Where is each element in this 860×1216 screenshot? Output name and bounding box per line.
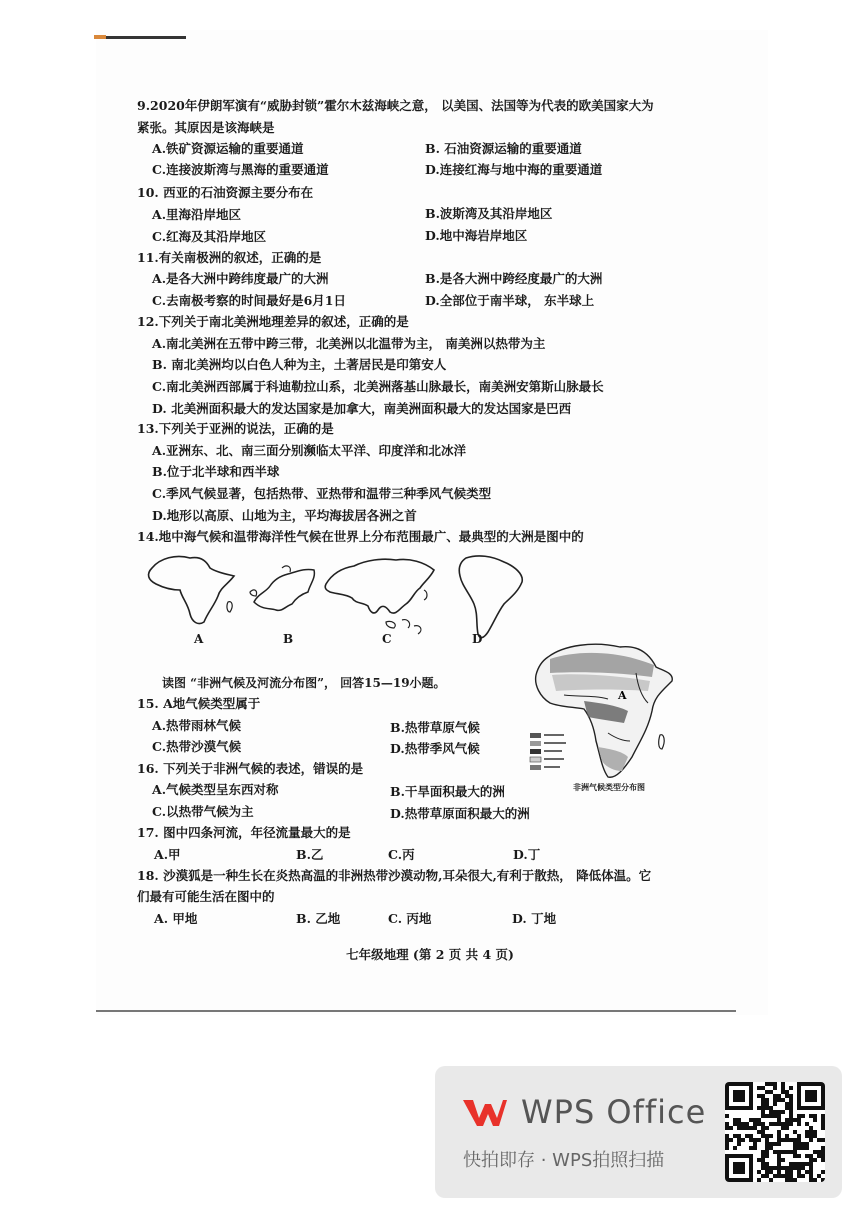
q9-option-a: A.铁矿资源运输的重要通道 (152, 141, 304, 156)
q14-stem: 14.地中海气候和温带海洋性气候在世界上分布范围最广、最典型的大洲是图中的 (137, 529, 584, 544)
map-label-b: B (283, 632, 294, 646)
q10-option-a: A.里海沿岸地区 (152, 207, 242, 222)
q9-option-d: D.连接红海与地中海的重要通道 (425, 162, 603, 177)
q16-option-a: A.气候类型呈东西对称 (152, 782, 279, 797)
page-top-mark (94, 36, 186, 39)
continent-map-africa (142, 550, 242, 628)
q18-stem-line1: 18. 沙漠狐是一种生长在炎热高温的非洲热带沙漠动物,耳朵很大,有利于散热， 降低体温。它 (137, 868, 652, 883)
q17-option-d: D.丁 (513, 847, 541, 862)
q16-stem: 16. 下列关于非洲气候的表述，错误的是 (137, 761, 364, 776)
q15-option-a: A.热带雨林气候 (152, 718, 242, 733)
q9-stem-line1: 9.2020年伊朗军演有“威胁封锁”霍尔木兹海峡之意， 以美国、法国等为代表的欧美国家大为 (137, 98, 654, 113)
q12-option-b: B. 南北美洲均以白色人种为主，土著居民是印第安人 (152, 357, 447, 372)
q11-stem: 11.有关南极洲的叙述，正确的是 (137, 250, 322, 265)
q12-option-d: D. 北美洲面积最大的发达国家是加拿大，南美洲面积最大的发达国家是巴西 (152, 401, 572, 416)
intro-text: 读图 “非洲气候及河流分布图”， 回答15—19小题。 (162, 676, 446, 690)
q17-option-b: B.乙 (296, 847, 324, 862)
q18-option-c: C. 丙地 (388, 911, 432, 926)
q13-option-a: A.亚洲东、北、南三面分别濒临太平洋、印度洋和北冰洋 (152, 443, 467, 458)
q16-option-c: C.以热带气候为主 (152, 804, 254, 819)
q13-option-c: C.季风气候显著，包括热带、亚热带和温带三种季风气候类型 (152, 486, 492, 501)
wps-watermark (435, 1066, 842, 1198)
wps-brand-name: WPS Office (521, 1093, 707, 1131)
q17-stem: 17. 图中四条河流，年径流量最大的是 (137, 825, 351, 840)
q9-stem-line2: 紧张。其原因是该海峡是 (137, 120, 275, 135)
q12-option-a: A.南北美洲在五带中跨三带，北美洲以北温带为主， 南美洲以热带为主 (152, 336, 546, 351)
q13-option-d: D.地形以高原、山地为主，平均海拔居各洲之首 (152, 508, 417, 523)
q9-option-b: B. 石油资源运输的重要通道 (425, 141, 582, 156)
q10-stem: 10. 西亚的石油资源主要分布在 (137, 185, 314, 200)
wps-logo-icon (461, 1096, 509, 1130)
continent-map-europe (248, 564, 320, 616)
africa-map-caption: 非洲气候类型分布图 (573, 782, 645, 792)
q17-option-a: A.甲 (154, 847, 181, 862)
q18-stem-line2: 们最有可能生活在图中的 (137, 889, 275, 904)
q9-option-c: C.连接波斯湾与黑海的重要通道 (152, 162, 329, 177)
continent-map-south-america (452, 552, 528, 644)
q17-option-c: C.丙 (388, 847, 415, 862)
q11-option-d: D.全部位于南半球， 东半球上 (425, 293, 595, 308)
q15-option-c: C.热带沙漠气候 (152, 739, 242, 754)
wps-subtitle: 快拍即存 · WPS拍照扫描 (463, 1150, 665, 1171)
page-bottom-edge (96, 1010, 736, 1012)
africa-climate-map (524, 637, 676, 797)
page-footer: 七年级地理 (第 2 页 共 4 页) (346, 947, 514, 962)
q12-stem: 12.下列关于南北美洲地理差异的叙述，正确的是 (137, 314, 409, 329)
q16-option-b: B.干旱面积最大的洲 (390, 784, 505, 799)
q10-option-d: D.地中海岩岸地区 (425, 228, 528, 243)
continent-map-asia (322, 550, 438, 638)
africa-map-point-a: A (618, 689, 627, 702)
q10-option-b: B.波斯湾及其沿岸地区 (425, 206, 553, 221)
map-label-a: A (194, 632, 204, 646)
q15-option-b: B.热带草原气候 (390, 720, 480, 735)
q11-option-c: C.去南极考察的时间最好是6月1日 (152, 293, 346, 308)
q18-option-b: B. 乙地 (296, 911, 341, 926)
qr-code-icon (725, 1082, 825, 1182)
q13-option-b: B.位于北半球和西半球 (152, 464, 280, 479)
q13-stem: 13.下列关于亚洲的说法，正确的是 (137, 421, 334, 436)
q18-option-a: A. 甲地 (154, 911, 198, 926)
q11-option-a: A.是各大洲中跨纬度最广的大洲 (152, 271, 329, 286)
q18-option-d: D. 丁地 (512, 911, 557, 926)
q12-option-c: C.南北美洲西部属于科迪勒拉山系，北美洲落基山脉最长，南美洲安第斯山脉最长 (152, 379, 604, 394)
map-label-c: C (382, 632, 392, 646)
q16-option-d: D.热带草原面积最大的洲 (390, 806, 530, 821)
q15-stem: 15. A地气候类型属于 (137, 696, 261, 711)
map-label-d: D (472, 632, 483, 646)
q10-option-c: C.红海及其沿岸地区 (152, 229, 267, 244)
q15-option-d: D.热带季风气候 (390, 741, 480, 756)
q11-option-b: B.是各大洲中跨经度最广的大洲 (425, 271, 603, 286)
